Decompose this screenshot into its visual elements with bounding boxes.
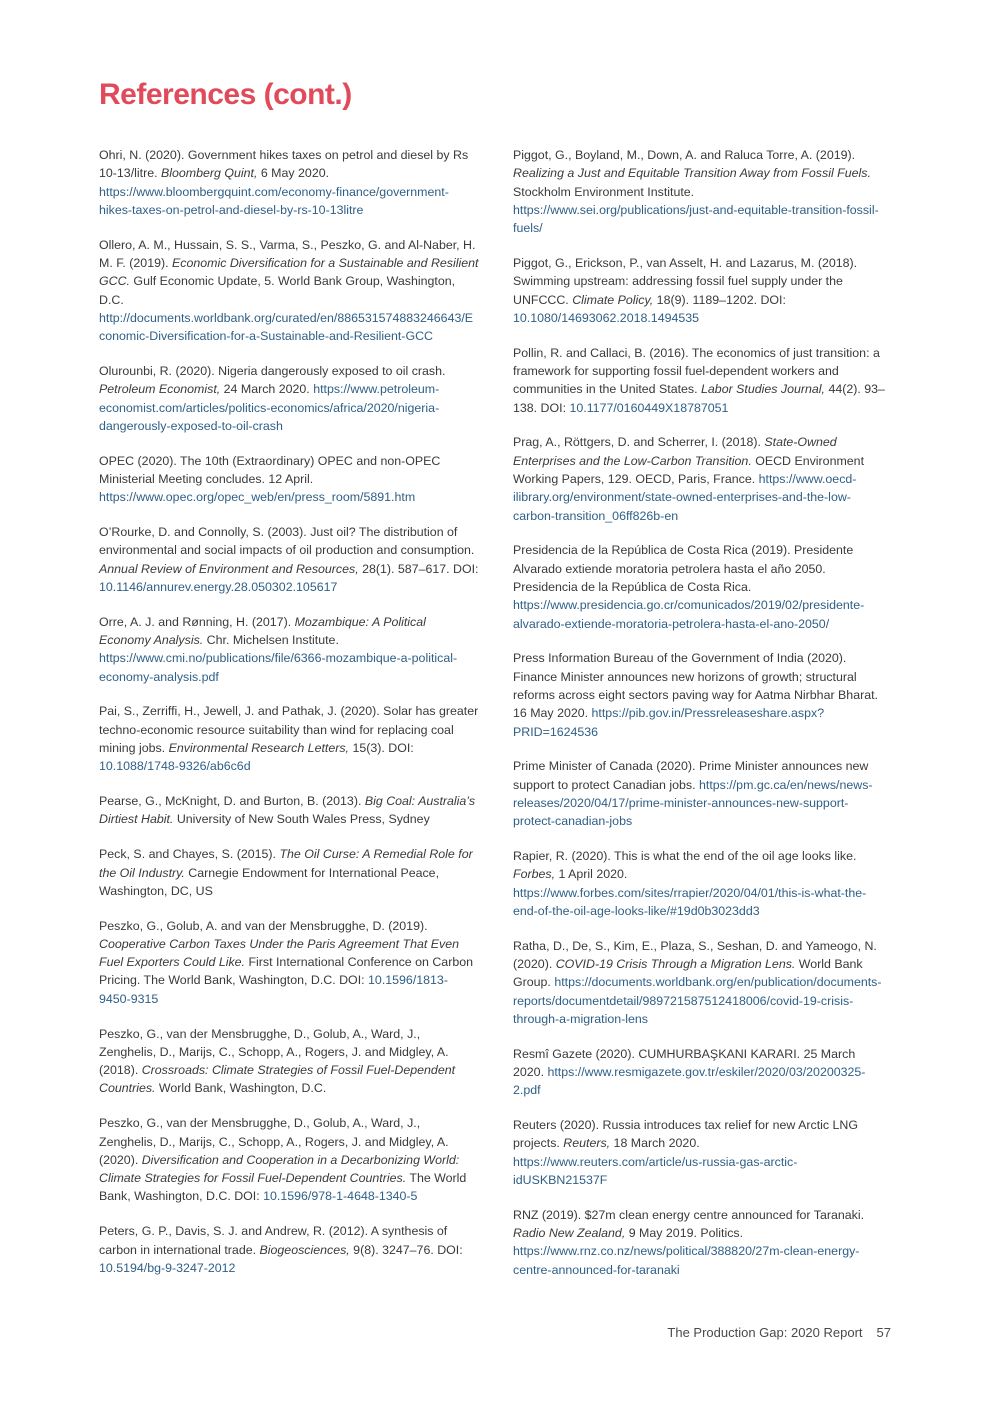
reference-entry: Piggot, G., Boyland, M., Down, A. and Raluca Torre, A. (2019). Realizing a Just and Equitable Transition Away from Fossil Fuels. Stockholm Environment Institute. https://www.sei.org/publications/just-and-equitable-transition-fossil-fuels/ — [513, 148, 879, 236]
reference-link[interactable]: 10.1596/1813-9450-9315 — [99, 973, 448, 1006]
reference-link[interactable]: 10.1080/14693062.2018.1494535 — [513, 310, 700, 325]
reference-link[interactable]: https://www.reuters.com/article/us-russia-gas-arctic-idUSKBN21537F — [513, 1154, 798, 1187]
page-footer — [667, 1325, 891, 1340]
reference-entry: Peszko, G., van der Mensbrugghe, D., Golub, A., Ward, J., Zenghelis, D., Marijs, C., Schopp, A., Rogers, J. and Midgley, A. (2018). Crossroads: Climate Strategies of Fossil Fuel-Dependent Countries. World Bank, Washington, D.C. — [99, 1026, 456, 1096]
reference-entry: Press Information Bureau of the Government of India (2020). Finance Minister announces new horizons of growth; structural reforms across eight sectors paving way for Aatma Nirbhar Bharat. 16 May 2020. https://pib.gov.in/Pressreleaseshare.aspx?PRID=1624536 — [513, 651, 878, 739]
reference-link[interactable]: https://www.oecd-ilibrary.org/environment/state-owned-enterprises-and-the-low-carbon-transition_06ff826b-en — [513, 471, 857, 523]
reference-entry: OPEC (2020). The 10th (Extraordinary) OPEC and non-OPEC Ministerial Meeting concludes. 12 April. https://www.opec.org/opec_web/en/press_room/5891.htm — [99, 453, 441, 505]
reference-entry: Pai, S., Zerriffi, H., Jewell, J. and Pathak, J. (2020). Solar has greater techno-economic resource suitability than wind for replacing coal mining jobs. Environmental Research Letters, 15(3). DOI: 10.1088/1748-9326/ab6c6d — [99, 704, 479, 774]
reference-link[interactable]: https://www.presidencia.go.cr/comunicados/2019/02/presidente-alvarado-extiende-moratoria-petrolera-hasta-el-ano-2050/ — [513, 598, 865, 631]
references-left-column — [99, 146, 479, 1294]
reference-entry: Reuters (2020). Russia introduces tax relief for new Arctic LNG projects. Reuters, 18 March 2020. https://www.reuters.com/article/us-russia-gas-arctic-idUSKBN21537F — [513, 1118, 859, 1187]
reference-entry: Presidencia de la República de Costa Rica (2019). Presidente Alvarado extiende moratoria petrolera hasta el año 2050. Presidencia de la República de Costa Rica. https://www.presidencia.go.cr/comunicados/2019/02/presidente-alvarado-extiende-moratoria-petrolera-hasta-el-ano-2050/ — [513, 543, 865, 631]
reference-link[interactable]: 10.1177/0160449X18787051 — [569, 400, 729, 415]
reference-link[interactable]: https://www.opec.org/opec_web/en/press_room/5891.htm — [99, 490, 416, 505]
reference-entry: O’Rourke, D. and Connolly, S. (2003). Just oil? The distribution of environmental and social impacts of oil production and consumption. Annual Review of Environment and Resources, 28(1). 587–617. DOI: 10.1146/annurev.energy.28.050302.105617 — [99, 525, 479, 594]
reference-link[interactable]: https://www.cmi.no/publications/file/6366-mozambique-a-political-economy-analysis.pdf — [99, 651, 458, 684]
reference-link[interactable]: 10.1088/1748-9326/ab6c6d — [99, 759, 251, 774]
reference-entry: RNZ (2019). $27m clean energy centre announced for Taranaki. Radio New Zealand, 9 May 2019. Politics. https://www.rnz.co.nz/news/political/388820/27m-clean-energy-centre-announced-for-taranaki — [513, 1207, 865, 1277]
reference-link[interactable]: 10.1146/annurev.energy.28.050302.105617 — [99, 579, 338, 594]
reference-entry: Olurounbi, R. (2020). Nigeria dangerously exposed to oil crash. Petroleum Economist, 24 March 2020. https://www.petroleum-economist.com/articles/politics-economics/africa/2020/nigeria-dangerously-exposed-to-oil-crash — [99, 363, 446, 433]
reference-entry: Prime Minister of Canada (2020). Prime Minister announces new support to protect Canadian jobs. https://pm.gc.ca/en/news/news-releases/2020/04/17/prime-minister-announces-new-support-protect-canadian-jobs — [513, 759, 873, 829]
reference-link[interactable]: 10.5194/bg-9-3247-2012 — [99, 1260, 236, 1275]
reference-entry: Piggot, G., Erickson, P., van Asselt, H. and Lazarus, M. (2018). Swimming upstream: addressing fossil fuel supply under the UNFCCC. Climate Policy, 18(9). 1189–1202. DOI: 10.1080/14693062.2018.1494535 — [513, 255, 858, 325]
reference-entry: Ohri, N. (2020). Government hikes taxes on petrol and diesel by Rs 10-13/litre. Bloomberg Quint, 6 May 2020. https://www.bloombergquint.com/economy-finance/government-hikes-taxes-on-petrol-and-diesel-by-rs-10-13litre — [99, 148, 469, 217]
reference-link[interactable]: https://www.sei.org/publications/just-and-equitable-transition-fossil-fuels/ — [513, 202, 879, 236]
reference-entry: Peszko, G., Golub, A. and van der Mensbrugghe, D. (2019). Cooperative Carbon Taxes Under the Paris Agreement That Even Fuel Exporters Could Like. First International Conference on Carbon Pricing. The World Bank, Washington, D.C. DOI: 10.1596/1813-9450-9315 — [99, 918, 473, 1006]
reference-link[interactable]: https://www.rnz.co.nz/news/political/388820/27m-clean-energy-centre-announced-for-taranaki — [513, 1244, 860, 1277]
reference-entry: Peters, G. P., Davis, S. J. and Andrew, R. (2012). A synthesis of carbon in international trade. Biogeosciences, 9(8). 3247–76. DOI: 10.5194/bg-9-3247-2012 — [99, 1224, 463, 1275]
reference-link[interactable]: https://www.forbes.com/sites/rrapier/2020/04/01/this-is-what-the-end-of-the-oil-age-looks-like/#19d0b3023dd3 — [513, 885, 867, 918]
reference-link[interactable]: http://documents.worldbank.org/curated/en/886531574883246643/Economic-Diversification-for-a-Sustainable-and-Resilient-GCC — [99, 310, 474, 344]
reference-entry: Peck, S. and Chayes, S. (2015). The Oil Curse: A Remedial Role for the Oil Industry. Carnegie Endowment for International Peace, Washington, DC, US — [99, 847, 473, 898]
reference-entry: Ratha, D., De, S., Kim, E., Plaza, S., Seshan, D. and Yameogo, N. (2020). COVID-19 Crisis Through a Migration Lens. World Bank Group. https://documents.worldbank.org/en/publication/documents-reports/documentdetail/989721587512418006/covid-19-crisis-through-a-migration-lens — [513, 938, 882, 1026]
page-number: 57 — [876, 1325, 891, 1340]
reference-link[interactable]: https://www.bloombergquint.com/economy-finance/government-hikes-taxes-on-petrol-and-diesel-by-rs-10-13litre — [99, 184, 449, 217]
reference-entry: Pearse, G., McKnight, D. and Burton, B. (2013). Big Coal: Australia’s Dirtiest Habit. University of New South Wales Press, Sydney — [99, 794, 476, 827]
references-right-column — [513, 146, 889, 1295]
reference-entry: Resmî Gazete (2020). CUMHURBAŞKANI KARARI. 25 March 2020. https://www.resmigazete.gov.tr/eskiler/2020/03/20200325-2.pdf — [513, 1046, 866, 1098]
reference-entry: Ollero, A. M., Hussain, S. S., Varma, S., Peszko, G. and Al-Naber, H. M. F. (2019). Economic Diversification for a Sustainable and Resilient GCC. Gulf Economic Update, 5. World Bank Group, Washington, D.C. http://documents.worldbank.org/curated/en/886531574883246643/Economic-Diversification-for-a-Sustainable-and-Resilient-GCC — [99, 237, 479, 344]
reference-link[interactable]: 10.1596/978-1-4648-1340-5 — [263, 1189, 418, 1204]
reference-link[interactable]: https://www.resmigazete.gov.tr/eskiler/2020/03/20200325-2.pdf — [513, 1064, 866, 1098]
reference-link[interactable]: https://pm.gc.ca/en/news/news-releases/2020/04/17/prime-minister-announces-new-support-protect-canadian-jobs — [513, 777, 873, 829]
reference-link[interactable]: https://pib.gov.in/Pressreleaseshare.aspx?PRID=1624536 — [513, 706, 825, 739]
footer-report-title: The Production Gap: 2020 Report — [667, 1325, 863, 1340]
reference-entry: Peszko, G., van der Mensbrugghe, D., Golub, A., Ward, J., Zenghelis, D., Marijs, C., Schopp, A., Rogers, J. and Midgley, A. (2020). Diversification and Cooperation in a Decarbonizing World: Climate Strategies for Fossil Fuel-Dependent Countries. The World Bank, Washington, D.C. DOI: 10.1596/978-1-4648-1340-5 — [99, 1116, 467, 1204]
reference-link[interactable]: https://documents.worldbank.org/en/publication/documents-reports/documentdetail/989721587512418006/covid-19-crisis-through-a-migration-lens — [513, 975, 882, 1026]
page-title: References (cont.) — [99, 78, 352, 111]
reference-entry: Rapier, R. (2020). This is what the end of the oil age looks like. Forbes, 1 April 2020. https://www.forbes.com/sites/rrapier/2020/04/01/this-is-what-the-end-of-the-oil-age-looks-like/#19d0b3023dd3 — [513, 849, 867, 918]
reference-entry: Pollin, R. and Callaci, B. (2016). The economics of just transition: a framework for supporting fossil fuel-dependent workers and communities in the United States. Labor Studies Journal, 44(2). 93–138. DOI: 10.1177/0160449X18787051 — [513, 345, 885, 415]
reference-entry: Orre, A. J. and Rønning, H. (2017). Mozambique: A Political Economy Analysis. Chr. Michelsen Institute. https://www.cmi.no/publications/file/6366-mozambique-a-political-economy-analysis.pdf — [99, 614, 458, 684]
reference-link[interactable]: https://www.petroleum-economist.com/articles/politics-economics/africa/2020/nigeria-dangerously-exposed-to-oil-crash — [99, 382, 440, 433]
reference-entry: Prag, A., Röttgers, D. and Scherrer, I. (2018). State-Owned Enterprises and the Low-Carbon Transition. OECD Environment Working Papers, 129. OECD, Paris, France. https://www.oecd-ilibrary.org/environment/state-owned-enterprises-and-the-low-carbon-transition_06ff826b-en — [513, 435, 865, 523]
